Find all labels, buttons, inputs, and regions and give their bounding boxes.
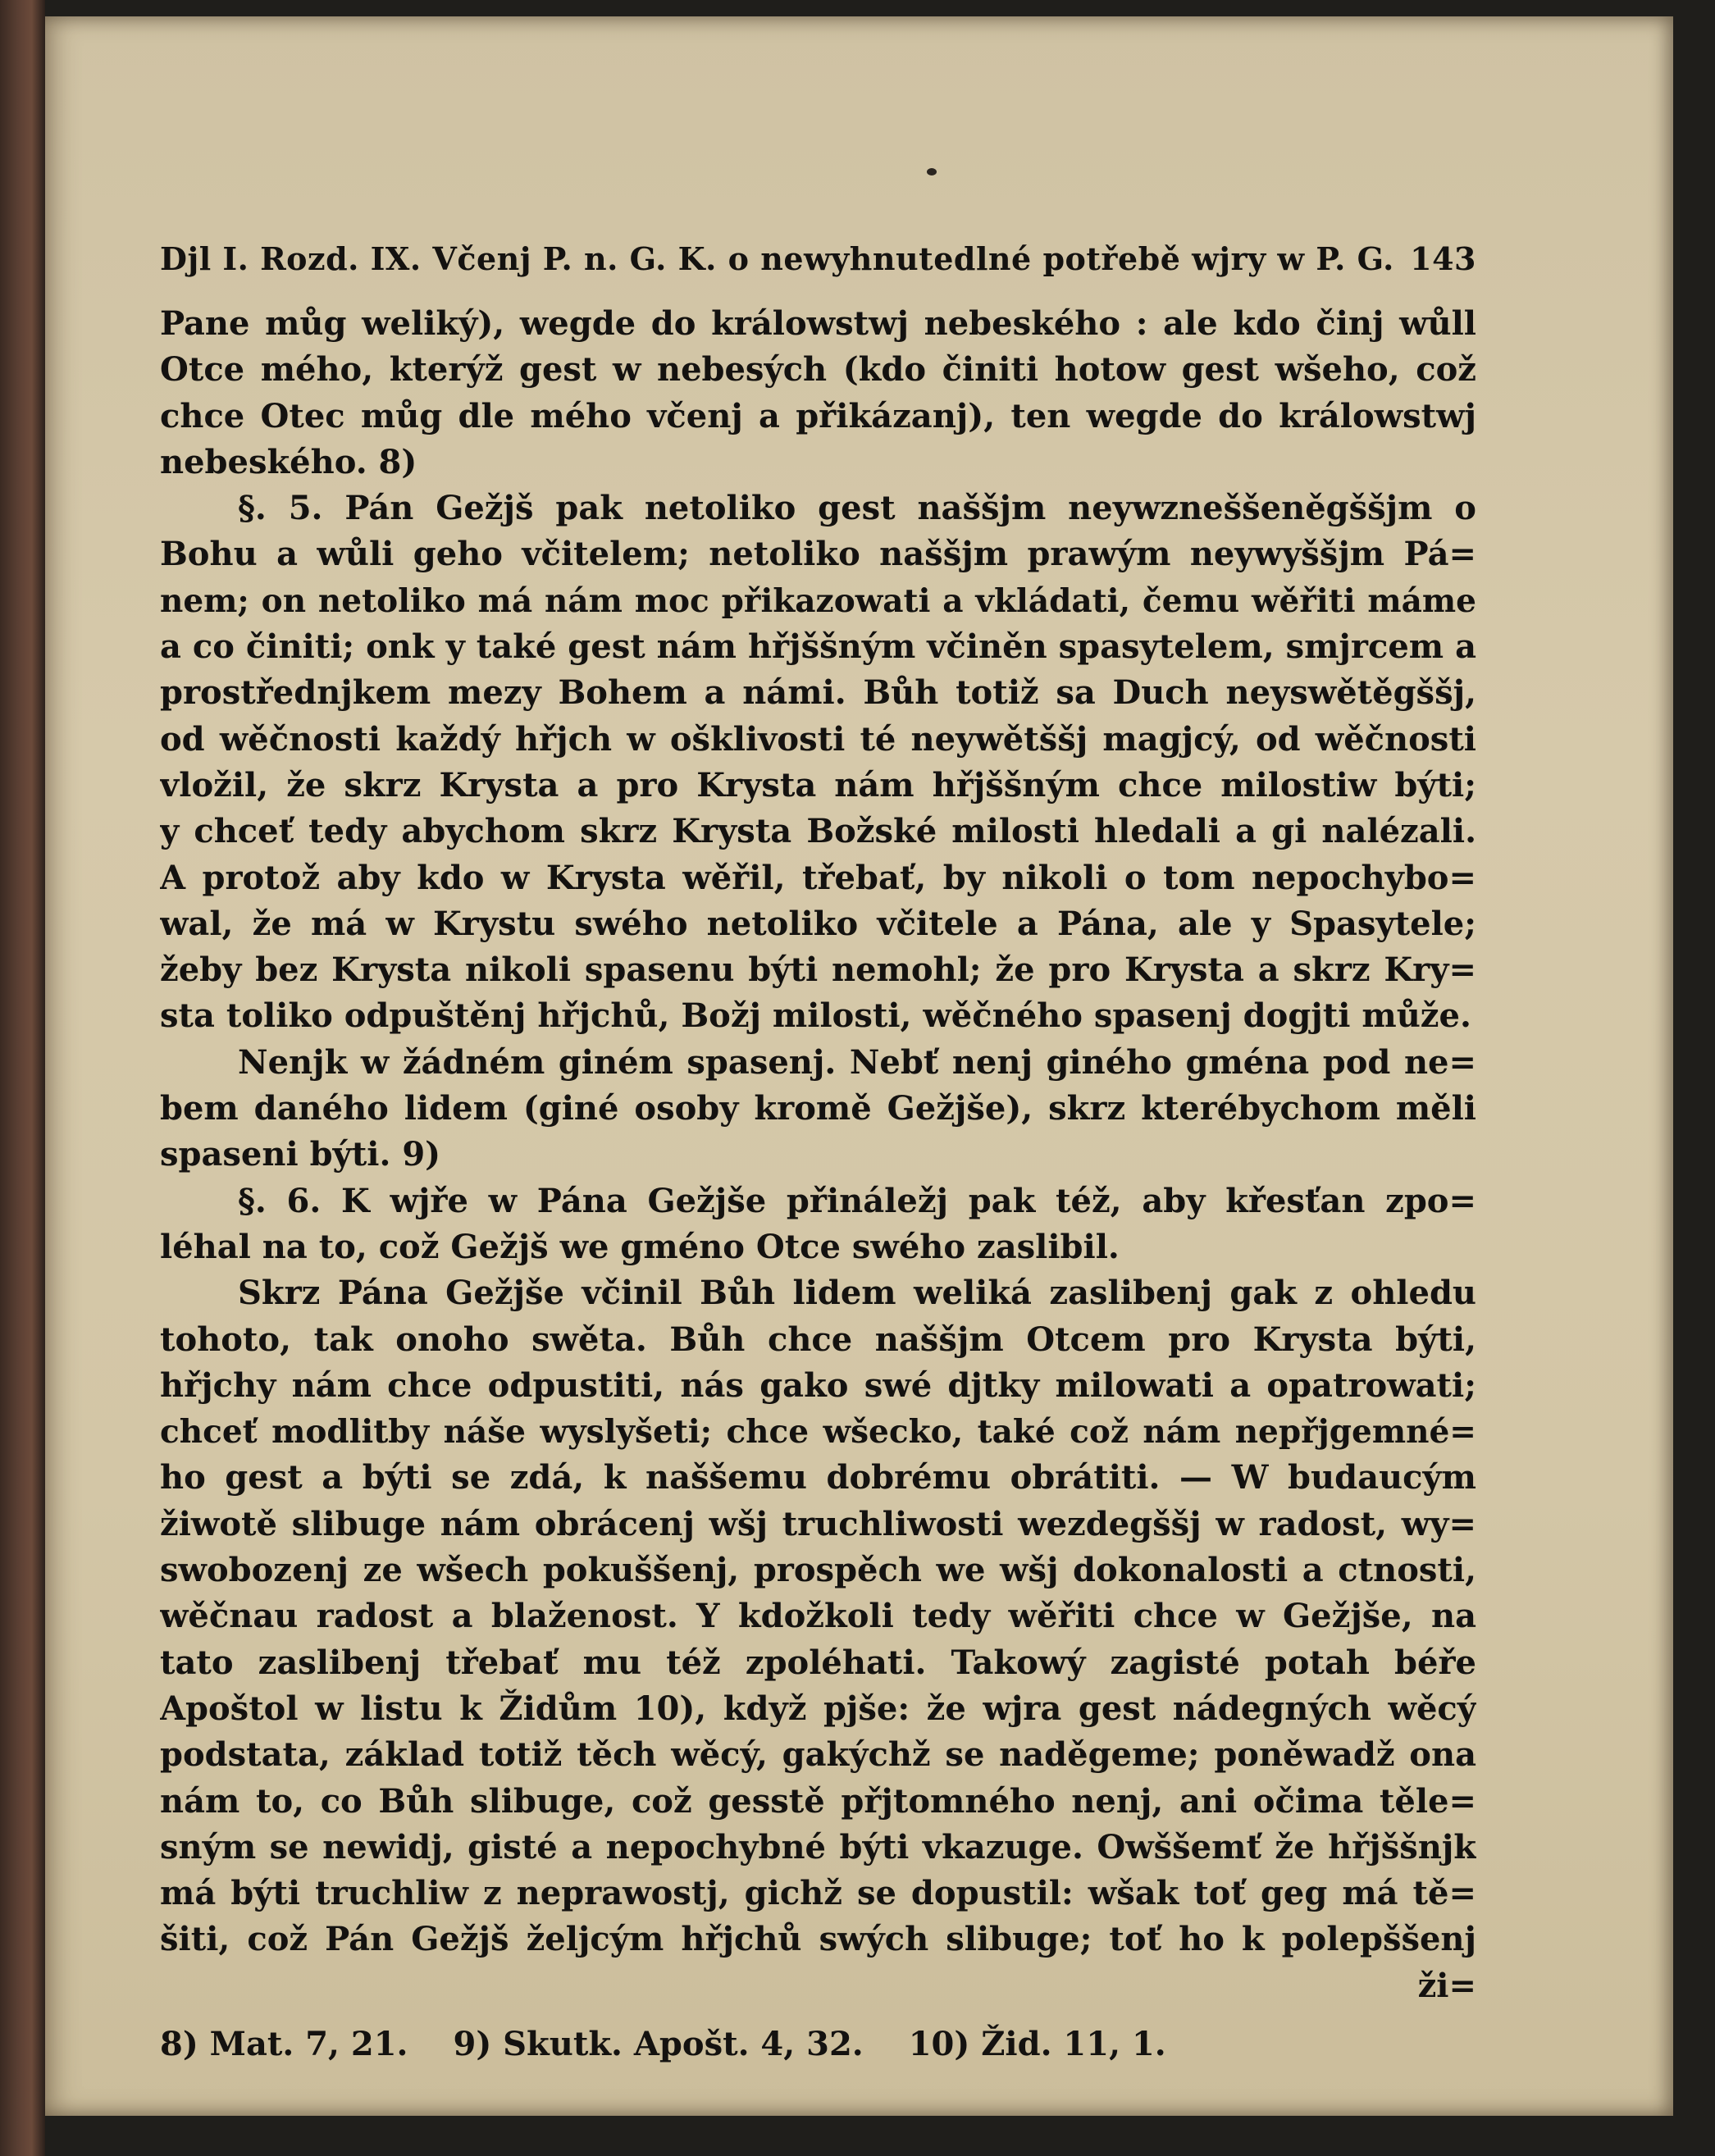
text-line: chce Otec můg dle mého včenj a přikázanj), ten wegde do králowstwj	[160, 396, 1476, 435]
text-line: tato zaslibenj třebať mu též zpoléhati. Takowý zagisté potah béře	[160, 1643, 1476, 1682]
text-line: swobozenj ze wšech pokuššenj, prospěch we wšj dokonalosti a ctnosti,	[160, 1551, 1476, 1590]
text-block	[160, 234, 1476, 2073]
text-line: nám to, co Bůh slibuge, což gesstě přjtomného nenj, ani očima těle=	[160, 1781, 1476, 1821]
text-line: sným se newidj, gisté a nepochybné býti vkazuge. Owššemť že hřjššnjk	[160, 1827, 1476, 1867]
running-header	[160, 234, 1476, 285]
text-line: Bohu a wůli geho včitelem; netoliko naššjm prawým neywyššjm Pá=	[160, 535, 1476, 574]
text-line: wal, že má w Krystu swého netoliko včitele a Pána, ale y Spasytele;	[160, 904, 1476, 943]
text-line: nem; on netoliko má nám moc přikazowati a vkládati, čemu wěřiti máme	[160, 581, 1476, 620]
text-line: §. 6. K wjře w Pána Gežjše přináležj pak též, aby křesťan zpo=	[238, 1181, 1476, 1220]
footnote: 9) Skutk. Apošt. 4, 32.	[453, 2024, 864, 2063]
text-line: Pane můg weliký), wegde do králowstwj nebeského : ale kdo činj wůll	[160, 304, 1476, 343]
footnotes	[160, 2016, 1476, 2073]
paragraph	[160, 1270, 1476, 1962]
ink-speck	[927, 168, 937, 175]
text-line: prostřednjkem mezy Bohem a námi. Bůh totiž sa Duch neyswětěgššj,	[160, 673, 1476, 713]
text-line: Otce mého, kterýž gest w nebesých (kdo činiti hotow gest wšeho, což	[160, 350, 1476, 390]
text-line: od wěčnosti každý hřjch w ošklivosti té neywětššj magjcý, od wěčnosti	[160, 719, 1476, 759]
book-binding	[0, 0, 45, 2156]
paragraph	[160, 301, 1476, 485]
text-line: y chceť tedy abychom skrz Krysta Božské milosti hledali a gi nalézali.	[160, 812, 1476, 851]
text-line: bem daného lidem (giné osoby kromě Gežjše), skrz kterébychom měli	[160, 1089, 1476, 1128]
footnote: 10) Žid. 11, 1.	[908, 2024, 1166, 2063]
running-title: Djl I. Rozd. IX. Včenj P. n. G. K. o newyhnutedlné potřebě wjry w P. G.	[160, 240, 1394, 277]
text-line: žeby bez Krysta nikoli spasenu býti nemohl; že pro Krysta a skrz Kry=	[160, 950, 1476, 990]
text-line: chceť modlitby náše wyslyšeti; chce wšecko, také což nám nepřjgemné=	[160, 1413, 1476, 1452]
text-line: nebeského. 8)	[160, 442, 417, 481]
text-line: léhal na to, což Gežjš we gméno Otce swého zaslibil.	[160, 1227, 1120, 1266]
text-line: podstata, základ totiž těch wěcý, gakýchž se naděgeme; poněwadž ona	[160, 1735, 1476, 1775]
paragraph	[160, 1040, 1476, 1178]
text-line: má býti truchliw z neprawostj, gichž se dopustil: wšak toť geg má tě=	[160, 1874, 1476, 1913]
text-line: A protož aby kdo w Krysta wěřil, třebať, by nikoli o tom nepochybo=	[160, 858, 1476, 897]
text-line: Skrz Pána Gežjše včinil Bůh lidem weliká zaslibenj gak z ohledu	[238, 1274, 1476, 1313]
catchword: ži=	[1417, 1966, 1476, 2005]
text-line: sta toliko odpuštěnj hřjchů, Božj milosti, wěčného spasenj dogjti může.	[160, 996, 1471, 1036]
page-number: 143	[1410, 240, 1476, 277]
text-line: spaseni býti. 9)	[160, 1135, 441, 1174]
paragraph	[160, 485, 1476, 1040]
text-line: §. 5. Pán Gežjš pak netoliko gest naššjm neywzneššeněgššjm o	[238, 489, 1476, 528]
footnote: 8) Mat. 7, 21.	[160, 2024, 408, 2063]
text-line: žiwotě slibuge nám obrácenj wšj truchliwosti wezdegššj w radost, wy=	[160, 1504, 1476, 1543]
text-line: Nenjk w žádném giném spasenj. Nebť nenj giného gména pod ne=	[238, 1042, 1476, 1082]
paragraph	[160, 1178, 1476, 1271]
text-line: tohoto, tak onoho swěta. Bůh chce naššjm Otcem pro Krysta býti,	[160, 1320, 1476, 1359]
text-line: vložil, že skrz Krysta a pro Krysta nám hřjššným chce milostiw býti;	[160, 765, 1476, 805]
text-line: a co činiti; onk y také gest nám hřjššným včiněn spasytelem, smjrcem a	[160, 627, 1476, 667]
text-line: wěčnau radost a blaženost. Y kdožkoli tedy wěřiti chce w Gežjše, na	[160, 1597, 1476, 1636]
text-line: ho gest a býti se zdá, k naššemu dobrému obrátiti. — W budaucým	[160, 1458, 1476, 1497]
text-line: hřjchy nám chce odpustiti, nás gako swé djtky milowati a opatrowati;	[160, 1365, 1476, 1405]
text-line: Apoštol w listu k Židům 10), když pjše: že wjra gest nádegných wěcý	[160, 1689, 1476, 1728]
text-line: šiti, což Pán Gežjš željcým hřjchů swých slibuge; toť ho k polepššenj	[160, 1920, 1476, 1959]
